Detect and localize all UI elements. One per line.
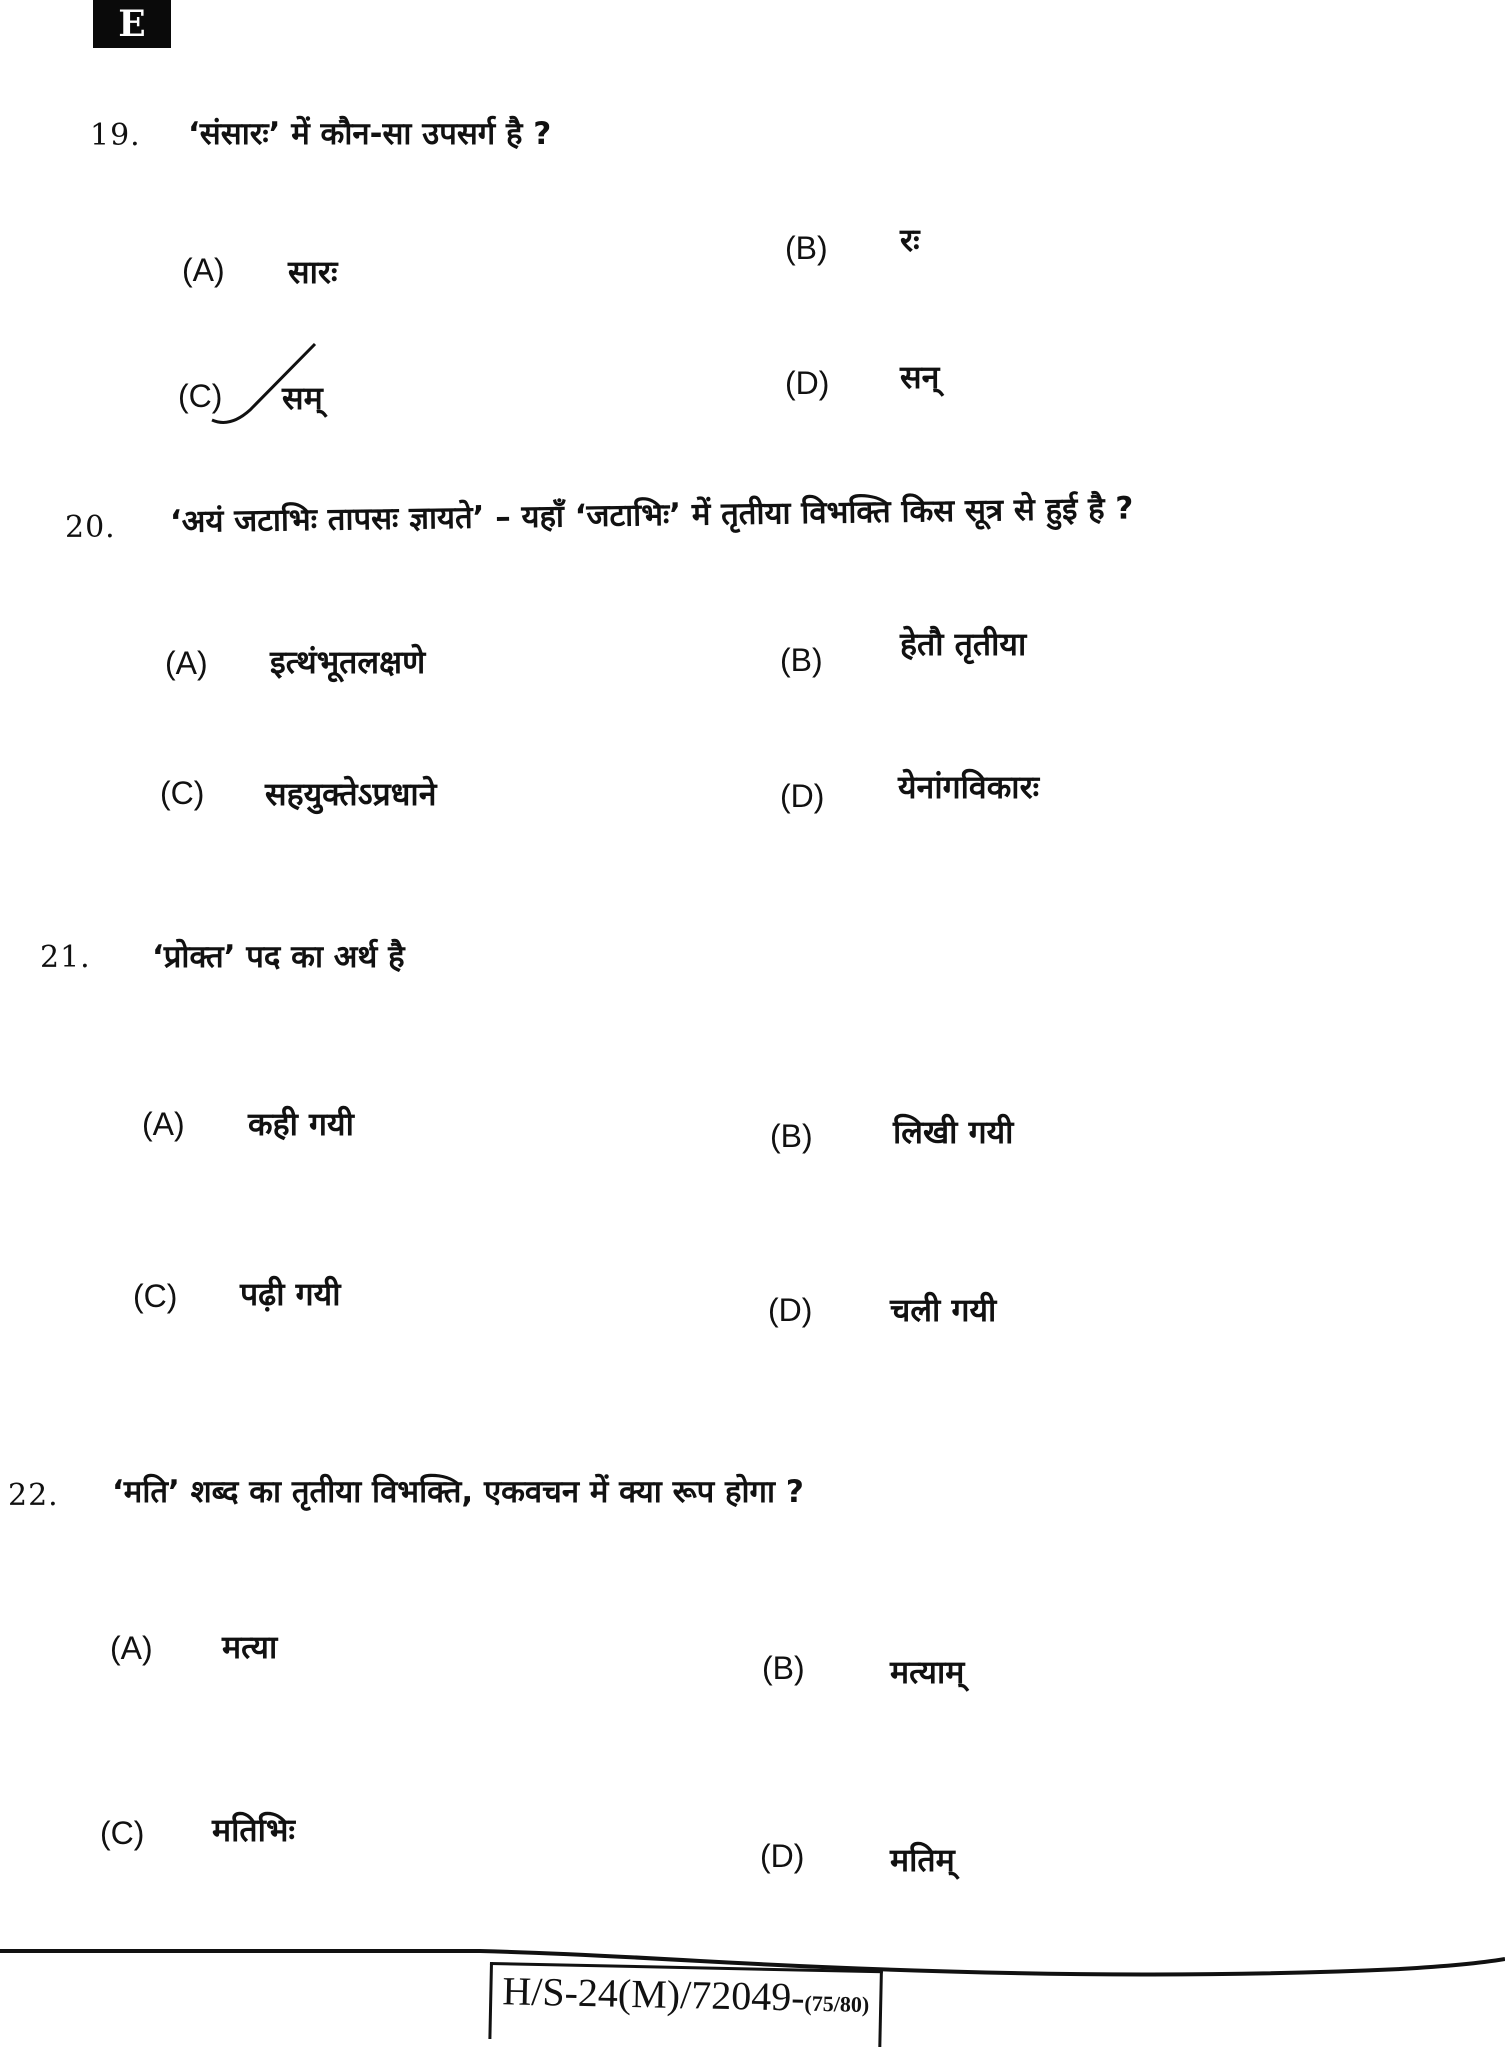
option-label: (B) (780, 642, 823, 678)
option-text: हेतौ तृतीया (900, 625, 1027, 663)
option-text: रः (900, 221, 920, 259)
option-label: (C) (133, 1278, 178, 1314)
option-text: कही गयी (248, 1105, 354, 1143)
option-label: (B) (762, 1650, 805, 1686)
option-text: मतिम् (890, 1841, 955, 1879)
question-number: 21. (40, 940, 91, 975)
option-label: (A) (182, 252, 225, 288)
option-text: मतिभिः (212, 1811, 295, 1849)
question-text: ‘अयं जटाभिः तापसः ज्ञायते’ – यहाँ ‘जटाभिः’ में तृतीया विभक्ति किस सूत्र से हुई है ? (169, 490, 1134, 540)
option-text: मत्याम् (890, 1653, 965, 1691)
option-label: (B) (785, 230, 828, 266)
option-label: (D) (768, 1292, 813, 1328)
option-text: पढ़ी गयी (240, 1275, 341, 1313)
question-text: ‘मति’ शब्द का तृतीया विभक्ति, एकवचन में क्या रूप होगा ? (112, 1474, 804, 1510)
option-text: सहयुक्तेऽप्रधाने (265, 775, 437, 813)
option-text: चली गयी (890, 1291, 997, 1329)
option-label: (D) (760, 1838, 805, 1874)
option-label: (A) (110, 1630, 153, 1666)
option-label: (C) (160, 775, 205, 811)
option-label: (C) (100, 1815, 145, 1851)
option-text: इत्थंभूतलक्षणे (270, 643, 426, 681)
option-text: सम् (282, 379, 323, 417)
question-number: 19. (90, 118, 141, 153)
option-label: (C) (178, 378, 223, 414)
option-text: सारः (288, 253, 338, 291)
option-text: लिखी गयी (893, 1113, 1014, 1151)
paper-code: H/S-24(M)/72049- (501, 1968, 806, 2020)
question-text: ‘संसारः’ में कौन-सा उपसर्ग है ? (188, 116, 552, 152)
option-text: येनांगविकारः (898, 768, 1040, 806)
question-text: ‘प्रोक्त’ पद का अर्थ है (152, 939, 405, 975)
option-label: (D) (785, 365, 830, 401)
option-label: (D) (780, 778, 825, 814)
question-number: 22. (8, 1478, 59, 1513)
option-label: (B) (770, 1118, 813, 1154)
page-info: (75/80) (804, 1990, 870, 2017)
option-text: सन् (900, 358, 940, 396)
option-text: मत्या (222, 1628, 278, 1666)
option-label: (A) (142, 1106, 185, 1142)
option-label: (A) (165, 645, 208, 681)
question-number: 20. (65, 510, 116, 545)
paper-code-box (488, 1962, 883, 2047)
set-code-badge: E (93, 0, 171, 48)
